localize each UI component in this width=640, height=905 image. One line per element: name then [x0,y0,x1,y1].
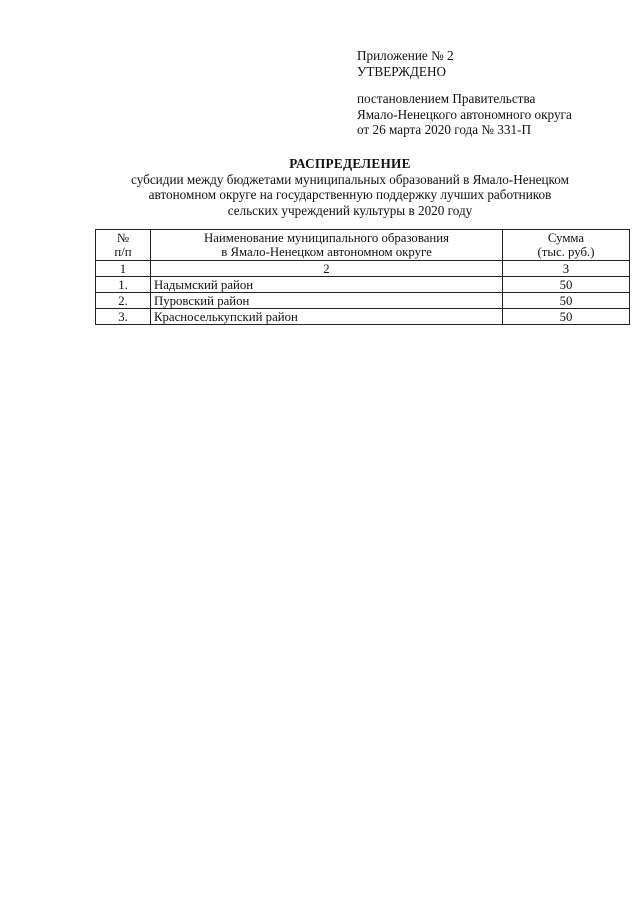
row-name: Пуровский район [151,293,503,309]
decree-line-3: от 26 марта 2020 года № 331-П [357,122,531,137]
appendix-label: Приложение № 2 [357,48,454,63]
header-sum-line-2: (тыс. руб.) [537,245,595,259]
row-sum: 50 [503,293,630,309]
header-name-line-1: Наименование муниципального образования [204,231,449,245]
header-num [96,230,151,261]
row-num: 2. [96,293,151,309]
distribution-table [95,229,630,325]
table-row [96,309,630,325]
header-num-line-1: № [116,231,130,245]
decree-line-1: постановлением Правительства [357,91,536,106]
column-number-cell: 3 [503,261,630,277]
row-num: 1. [96,277,151,293]
document-title [60,156,640,218]
header-name [151,230,503,261]
approval-block [357,48,627,138]
row-sum: 50 [503,277,630,293]
header-sum-line-1: Сумма [547,231,585,245]
decree-line-2: Ямало-Ненецкого автономного округа [357,106,572,122]
column-number-row [96,261,630,277]
header-name-line-2: в Ямало-Ненецком автономном округе [221,245,432,259]
title-heading: РАСПРЕДЕЛЕНИЕ [289,156,411,171]
row-num: 3. [96,309,151,325]
header-num-line-2: п/п [114,245,132,259]
row-name: Красноселькупский район [151,309,503,325]
table-header-row [96,230,630,261]
row-sum: 50 [503,309,630,325]
title-line-3: сельских учреждений культуры в 2020 году [227,202,473,218]
title-line-2: автономном округе на государственную поддержку лучших работников [148,187,552,202]
title-line-1: субсидии между бюджетами муниципальных образований в Ямало-Ненецком [131,171,569,187]
row-name: Надымский район [151,277,503,293]
column-number-cell: 2 [151,261,503,277]
table-row [96,293,630,309]
column-number-cell: 1 [96,261,151,277]
header-sum [503,230,630,261]
approved-label: УТВЕРЖДЕНО [357,63,447,79]
table-row [96,277,630,293]
